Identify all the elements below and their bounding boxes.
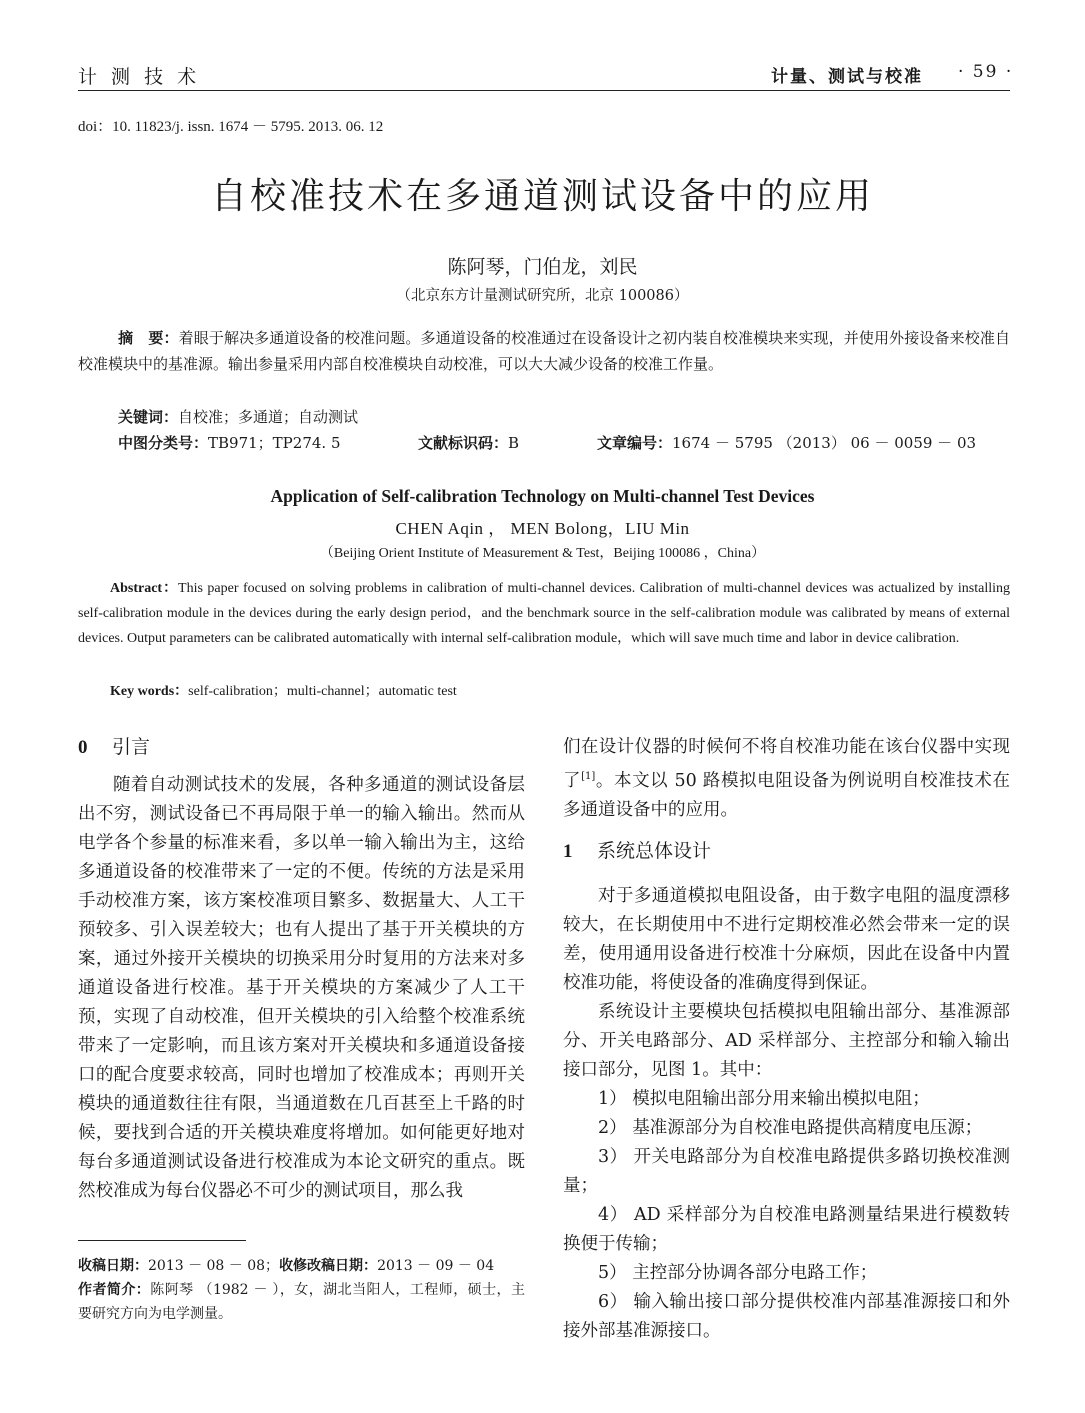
english-abstract xyxy=(78,576,1010,651)
abstract-cn-text: 着眼于解决多通道设备的校准问题。多通道设备的校准通过在设备设计之初内装自校准模块来实现，并使用外接设备来校准自校准模块中的基准源。输出参量采用内部自校准模块自动校准，可以大大减少设备的校准工作量。 xyxy=(78,329,1010,373)
footnote-bio xyxy=(78,1278,525,1326)
article-label: 文章编号： xyxy=(597,434,673,452)
module-list-item: 4） AD 采样部分为自校准电路测量结果进行模数转换便于传输； xyxy=(563,1204,1010,1254)
module-list-item: 1） 模拟电阻输出部分用来输出模拟电阻； xyxy=(598,1088,930,1109)
citation-ref: [1] xyxy=(581,771,596,782)
continuation-text-a: 们在设计仪器的时候何不将自校准功能在该台仪器中实现了 xyxy=(563,737,1010,791)
clc-value: TB971；TP274. 5 xyxy=(208,434,341,452)
section-0-paragraph: 随着自动测试技术的发展，各种多通道的测试设备层出不穷，测试设备已不再局限于单一的输入输出。然而从电学各个参量的标准来看，多以单一输入输出为主，这给多通道设备的校准带来了一定的不便。传统的方法是采用手动校准方案，该方案校准项目繁多、数据量大、人工干预较多、引入误差较大；也有人提出了基于开关模块的方案，通过外接开关模块的切换采用分时复用的方法来对多通道设备进行校准。基于开关模块的方案减少了人工干预，实现了自动校准，但开关模块的引入给整个校准系统带来了一定影响，而且该方案对开关模块和多通道设备接口的配合度要求较高，同时也增加了校准成本；再则开关模块的通道数往往有限，当通道数在几百甚至上千路的时候，要找到合适的开关模块难度将增加。如何能更好地对每台多通道测试设备进行校准成为本论文研究的重点。既然校准成为每台仪器必不可少的测试项目，那么我 xyxy=(78,775,525,1201)
english-abstract-label: Abstract： xyxy=(110,581,179,596)
received-label: 收稿日期： xyxy=(78,1258,148,1274)
bio-label: 作者简介： xyxy=(78,1282,151,1298)
revised-date: 2013 － 09 － 04 xyxy=(377,1258,495,1274)
section-0-title: 引言 xyxy=(112,736,151,758)
english-authors: CHEN Aqin ， MEN Bolong，LIU Min xyxy=(395,519,690,538)
english-keywords-label: Key words： xyxy=(110,684,189,699)
module-list xyxy=(563,1085,1010,1346)
clc-label: 中图分类号： xyxy=(118,434,209,452)
module-list-item: 3） 开关电路部分为自校准电路提供多路切换校准测量； xyxy=(563,1146,1010,1196)
english-abstract-text: This paper focused on solving problems in calibration of multi-channel devices. Calibration of multi-channel devices was actualized by installing self-calibration module in the devices during the early design period，and the benchmark source in the self-calibration module was calibrated by means of external devices. Output parameters can be calibrated automatically with internal self-calibration module，which will save much time and labor in device calibration. xyxy=(78,581,1010,646)
authors: 陈阿琴，门伯龙，刘民 xyxy=(447,256,638,278)
keywords-cn xyxy=(118,406,358,427)
section-name: 计量、测试与校准 xyxy=(771,67,923,87)
module-list-item: 5） 主控部分协调各部分电路工作； xyxy=(598,1262,878,1283)
abstract-cn xyxy=(78,325,1010,377)
bio-text: 陈阿琴 （1982 － ），女，湖北当阳人，工程师，硕士，主要研究方向为电学测量。 xyxy=(78,1282,525,1322)
paper-title: 自校准技术在多通道测试设备中的应用 xyxy=(210,176,874,217)
footnote-dates xyxy=(78,1254,525,1278)
revised-label: 收修改稿日期： xyxy=(279,1258,378,1274)
section-1-heading xyxy=(563,837,1010,866)
section-1-title: 系统总体设计 xyxy=(597,839,712,862)
footnote xyxy=(78,1254,525,1326)
journal-name: 计 测 技 术 xyxy=(78,66,201,88)
doc-code xyxy=(418,432,519,453)
section-1-number: 1 xyxy=(563,840,573,862)
english-keywords xyxy=(110,680,457,700)
continuation-text-b: 。本文以 50 路模拟电阻设备为例说明自校准技术在多通道设备中的应用。 xyxy=(563,770,1010,820)
english-affiliation: （Beijing Orient Institute of Measurement & Test，Beijing 100086 ，China） xyxy=(319,546,766,561)
module-list-item: 6） 输入输出接口部分提供校准内部基准源接口和外接外部基准源接口。 xyxy=(563,1291,1010,1341)
keywords-cn-label: 关键词： xyxy=(118,408,179,426)
english-keywords-text: self-calibration；multi-channel；automatic test xyxy=(188,684,457,699)
clc-number xyxy=(118,432,340,453)
keywords-cn-text: 自校准；多通道；自动测试 xyxy=(178,408,359,426)
right-column xyxy=(563,733,1010,1346)
section-0-number: 0 xyxy=(78,737,88,758)
page-number: · 59 · xyxy=(958,62,1014,82)
footnote-rule xyxy=(78,1240,246,1241)
doi: doi：10. 11823/j. issn. 1674 － 5795. 2013. 06. 12 xyxy=(78,119,384,135)
doc-value: B xyxy=(508,434,520,452)
section-1-paragraph-1: 对于多通道模拟电阻设备，由于数字电阻的温度漂移较大，在长期使用中不进行定期校准必然会带来一定的误差，使用通用设备进行校准十分麻烦，因此在设备中内置校准功能，将使设备的准确度得到保证。 xyxy=(563,885,1010,993)
doc-label: 文献标识码： xyxy=(418,434,509,452)
english-title: Application of Self-calibration Technology on Multi-channel Test Devices xyxy=(270,486,815,506)
received-date: 2013 － 08 － 08； xyxy=(148,1258,280,1274)
section-0-continuation xyxy=(563,733,1010,825)
article-number xyxy=(597,432,976,453)
abstract-cn-label: 摘 要： xyxy=(118,329,179,347)
left-column xyxy=(78,733,525,1206)
article-value: 1674 － 5795 （2013） 06 － 0059 － 03 xyxy=(672,434,977,452)
module-list-item: 2） 基准源部分为自校准电路提供高精度电压源； xyxy=(598,1117,983,1138)
section-1-paragraph-2: 系统设计主要模块包括模拟电阻输出部分、基准源部分、开关电路部分、AD 采样部分、主控部分和输入输出接口部分，见图 1。其中： xyxy=(563,1001,1010,1080)
section-0-heading xyxy=(78,733,525,762)
header-rule xyxy=(78,90,1010,91)
affiliation: （北京东方计量测试研究所，北京 100086） xyxy=(396,288,689,304)
